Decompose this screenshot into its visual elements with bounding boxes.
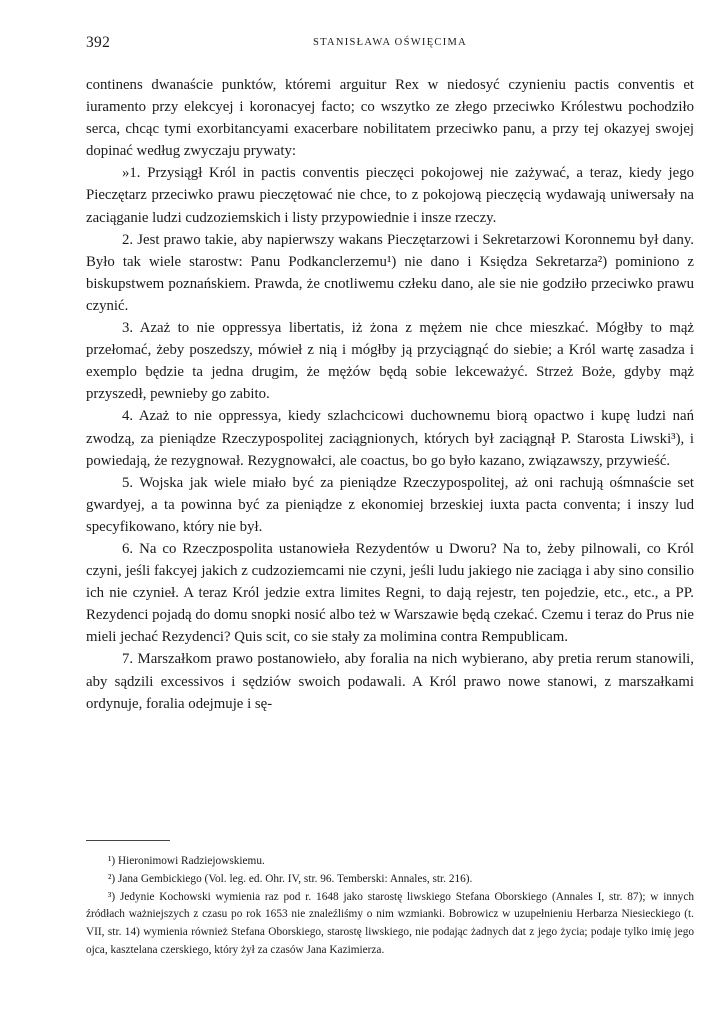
footnote-3: ³) Jedynie Kochowski wymienia raz pod r. 1648 jako starostę liwskiego Stefana Oborskiego (Annales I, str. 87); w innych źródłach ważniejszych z czasu po rok 1653 nie znaleźliśmy o nim wzmianki. Bobrowicz w uzupełnieniu Herbarza Niesieckiego (t. VII, str. 14) wymienia również Stefana Oborskiego, starostę liwskiego, nie podając żadnych dat z jego życia; podaje tylko imię jego ojca, kasztelana czerskiego, który żył za czasów Jana Kazimierza. [86,890,694,956]
paragraph-point-3: 3. Azaż to nie oppressya libertatis, iż żona z mężem nie chce mieszkać. Mógłby to mąż przełomać, żeby poszedszy, mówieł z nią i mógłby ją przyciągnąć do siebie; a Król wartę zasadza i exemplo będzie ta jedna drugim, że mężów będą sobie lekceważyć. Strzeż Boże, gdyby mąż przyszedł, pewnieby go zabito. [86,320,694,403]
book-page [86,30,694,1005]
paragraph-point-4: 4. Azaż to nie oppressya, kiedy szlachcicowi duchownemu biorą opactwo i kupę ludzi nań zwodzą, za pieniądze Rzeczypospolitej zaciągnionych, których był zaciągnął P. Starosta Liwski³), i powiedają, że rezygnował. Rezygnowałci, ale coactus, bo go było kazano, związawszy, przywieść. [86,408,694,469]
page-header [86,30,694,56]
footnotes [86,853,694,960]
paragraph-point-6: 6. Na co Rzeczpospolita ustanowieła Rezydentów u Dworu? Na to, żeby pilnowali, co Król czyni, jeśli fakcyej jakich z cudzoziemcami nie czyni, jeśli ludu jakiego nie zaciąga i aby sino consilio ich nie czynieł. A teraz Król jedzie extra limites Regni, to dają rejestr, ten pojedzie, etc., etc., a PP. Rezydenci pojadą do domu snopki nosić albo też w Warszawie będą czekać. Czemu i teraz do Prus nie mieli jechać Rezydenci? Quis scit, co sie stały za molimina contra Rempublicam. [86,540,694,646]
main-text [86,74,694,715]
paragraph-point-7: 7. Marszałkom prawo postanowieło, aby foralia na nich wybierano, aby pretia rerum stanowili, aby sądzili excessivos i sędziów swoich podawali. A Król prawo nowe stanowi, z marszałkami ordynuje, foralia odejmuje i sę- [86,651,694,712]
footnote-1: ¹) Hieronimowi Radziejowskiemu. [108,855,265,867]
page-number: 392 [86,34,111,51]
paragraph-point-1: »1. Przysiągł Król in pactis conventis pieczęci pokojowej nie zażywać, a teraz, kiedy jego Pieczętarz przeciwko prawu pieczętować nie chce, to z pokojową pieczęcią wydawają uniwersały na zaciąganie ludzi cudzoziemskich i listy przypowiednie i insze rzeczy. [86,165,694,226]
paragraph-continuation: continens dwanaście punktów, któremi arguitur Rex w niedosyć czynieniu pactis conventis et iuramento przy elekcyej i koronacyej facto; co wszytko ze złego przeciwko Królestwu pochodziło serca, chcąc tymi exorbitancyami exacerbare nobilitatem przeciwko panu, a przy tej okazyej swojej dopinać według zwyczaju prywaty: [86,77,694,160]
paragraph-point-2: 2. Jest prawo takie, aby napierwszy wakans Pieczętarzowi i Sekretarzowi Koronnemu był dany. Było tak wiele starostw: Panu Podkanclerzemu¹) nie dano i Księdza Sekretarza²) pominiono z biskupstwem poznańskiem. Prawda, że cnotliwemu człeku dano, ale sie nie godziło przeciwko prawu czynić. [86,231,694,314]
running-head: STANISŁAWA OŚWIĘCIMA [312,37,468,48]
footnote-2: ²) Jana Gembickiego (Vol. leg. ed. Ohr. IV, str. 96. Temberski: Annales, str. 216). [108,872,473,885]
paragraph-point-5: 5. Wojska jak wiele miało być za pieniądze Rzeczypospolitej, aż oni rachują ośmnaście set gwardyej, a ta powinna być za pieniądze z ekonomiej brzeskiej iuxta pacta conventa; i inszy lud specyfikowano, który nie był. [86,474,694,535]
footnote-divider [86,840,170,841]
